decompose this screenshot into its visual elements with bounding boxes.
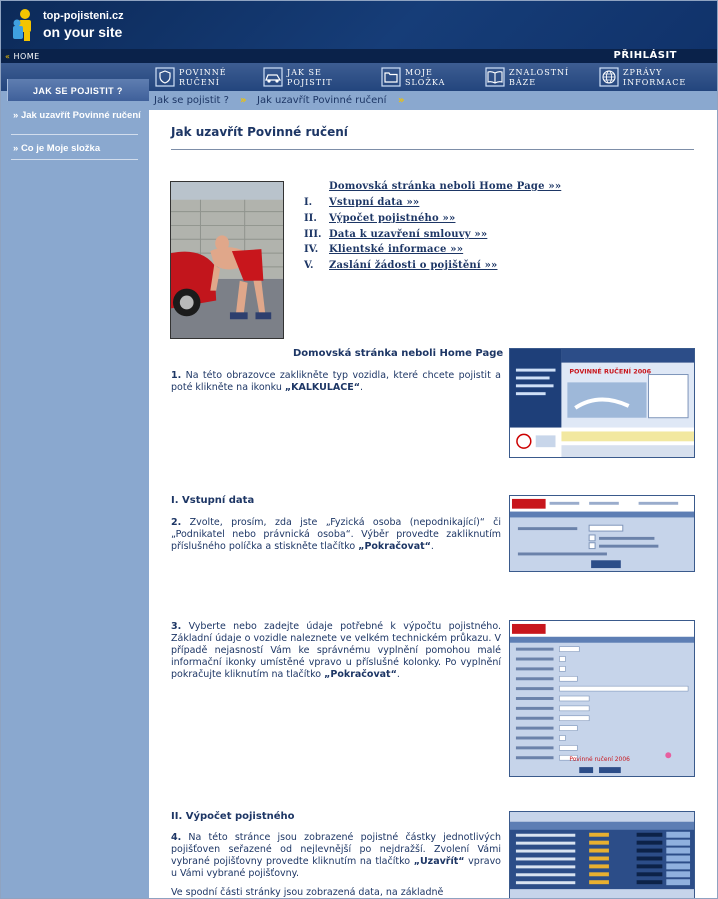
- vstupni-data-screenshot: [509, 495, 695, 572]
- globe-icon: [599, 67, 619, 87]
- step-highlight: „Pokračovat“: [324, 669, 397, 680]
- book-icon: [485, 67, 505, 87]
- paragraph-step-3: [171, 621, 501, 681]
- toc-number: I.: [304, 197, 313, 208]
- screenshot-title: POVINNÉ RUČENÍ 2006: [569, 367, 652, 376]
- toc-link-data-smlouvy[interactable]: Data k uzavření smlouvy »»: [329, 229, 488, 240]
- toc-link-home[interactable]: Domovská stránka neboli Home Page »»: [329, 181, 562, 192]
- sidebar-item-moje-slozka[interactable]: [13, 143, 141, 154]
- car-icon: [263, 67, 283, 87]
- step-number: 2.: [171, 517, 182, 528]
- chevron-right-icon: »: [13, 143, 19, 154]
- breadcrumb-item-current: Jak uzavřít Povinné ručení: [257, 95, 387, 106]
- folder-icon: [381, 67, 401, 87]
- step-end: vpravo u Vámi vybrané pojišťovny.: [171, 856, 501, 879]
- nav-item-zpravy-informace[interactable]: [599, 65, 709, 89]
- step-highlight: „Uzavřít“: [413, 856, 465, 867]
- toc-number: V.: [304, 260, 314, 271]
- sidebar-divider: [11, 159, 138, 160]
- title-divider: [171, 149, 694, 150]
- section-heading-home: Domovská stránka neboli Home Page: [293, 348, 504, 359]
- paragraph-step-4: [171, 832, 501, 880]
- utility-bar: [1, 49, 717, 63]
- paragraph-step-4b: Ve spodní části stránky jsou zobrazená data, na základně: [171, 887, 444, 898]
- breadcrumb: [149, 91, 717, 110]
- home-link[interactable]: [5, 52, 40, 61]
- sidebar-item-label: Co je Moje složka: [20, 143, 101, 154]
- sidebar-item-jak-uzavrit[interactable]: [13, 110, 141, 121]
- chevron-left-icon: «: [5, 52, 11, 61]
- nav-item-povinne-ruceni[interactable]: [155, 65, 255, 89]
- sidebar-divider: [11, 134, 138, 135]
- nav-label: ZNALOSTNÍ BÁZE: [509, 68, 570, 87]
- paragraph-step-1: [171, 370, 501, 394]
- step-highlight: „KALKULACE“: [284, 382, 360, 393]
- step-text: Zvolte, prosím, zda jste „Fyzická osoba (nepodnikající)“ či „Podnikatel nebo právnická osoba“. Výběr provedte zakliknutím příslušného políčka a stiskněte tlačítko: [171, 517, 501, 552]
- toc-number: II.: [304, 213, 317, 224]
- chevron-right-icon: »: [13, 110, 19, 121]
- page-title: Jak uzavřít Povinné ručení: [171, 125, 348, 139]
- shield-icon: [155, 67, 175, 87]
- toc-link-klientske[interactable]: Klientské informace »»: [329, 244, 464, 255]
- nav-label: JAK SE POJISTIT: [287, 68, 333, 87]
- breadcrumb-item-jak-se-pojistit[interactable]: Jak se pojistit ?: [154, 95, 229, 106]
- breadcrumb-separator: »: [398, 95, 405, 106]
- toc-number: III.: [304, 229, 322, 240]
- sidebar-tab-label: JAK SE POJISTIT ?: [33, 86, 123, 96]
- logo-tagline[interactable]: on your site: [43, 24, 123, 40]
- vypocet-screenshot: [509, 811, 695, 899]
- homepage-screenshot: [509, 348, 695, 458]
- toc-number: IV.: [304, 244, 319, 255]
- nav-label: POVINNÉ RUČENÍ: [179, 68, 227, 87]
- paragraph-step-2: [171, 517, 501, 553]
- kalkulace-form-screenshot: [509, 620, 695, 777]
- nav-label: ZPRÁVY INFORMACE: [623, 68, 687, 87]
- screenshot-form-title: Povinné ručení 2006: [569, 757, 630, 764]
- sidebar-item-label: Jak uzavřít Povinné ručení: [20, 110, 141, 121]
- sidebar: [1, 63, 149, 899]
- step-end: .: [359, 382, 363, 393]
- step-end: .: [430, 541, 434, 552]
- nav-item-moje-slozka[interactable]: [381, 65, 481, 89]
- step-number: 1.: [171, 370, 182, 381]
- section-heading-vstupni-data: I. Vstupní data: [171, 495, 255, 506]
- nav-item-jak-se-pojistit[interactable]: [263, 65, 363, 89]
- nav-label: MOJE SLOŽKA: [405, 68, 446, 87]
- toc-link-zaslani[interactable]: Zaslání žádosti o pojištění »»: [329, 260, 498, 271]
- logo-domain[interactable]: top-pojisteni.cz: [43, 10, 124, 22]
- car-photo: [170, 181, 284, 339]
- section-heading-vypocet: II. Výpočet pojistného: [171, 811, 295, 822]
- step-text: Na této obrazovce zaklikněte typ vozidla, které chcete pojistit a poté klikněte na ikonku: [171, 370, 501, 393]
- breadcrumb-separator: »: [240, 95, 247, 106]
- step-number: 3.: [171, 621, 182, 632]
- home-link-label: HOME: [13, 52, 40, 61]
- step-number: 4.: [171, 832, 182, 843]
- step-end: .: [396, 669, 400, 680]
- step-text: Na této stránce jsou zobrazené pojistné částky jednotlivých pojišťoven seřazené od nejlevnější po nejdražší. Zvolení Vámi vybrané pojišťovny provedte kliknutím na tlačítko: [171, 832, 501, 867]
- login-link[interactable]: PŘIHLÁSIT: [613, 50, 677, 61]
- nav-item-znalostni-baze[interactable]: [485, 65, 595, 89]
- toc-link-vypocet[interactable]: Výpočet pojistného »»: [329, 213, 456, 224]
- step-text: Vyberte nebo zadejte údaje potřebné k výpočtu pojistného. Základní údaje o vozidle naleznete ve velkém technickém průkazu. V případě nejasností Vám ke správnému vyplnění pomohou malé informační ikonky umístěné vpravo u příslušné kolonky. Po vyplnění pokračujte kliknutím na tlačítko: [171, 621, 501, 680]
- toc-link-vstupni-data[interactable]: Vstupní data »»: [329, 197, 420, 208]
- logo-icon[interactable]: [10, 8, 38, 42]
- step-highlight: „Pokračovat“: [358, 541, 431, 552]
